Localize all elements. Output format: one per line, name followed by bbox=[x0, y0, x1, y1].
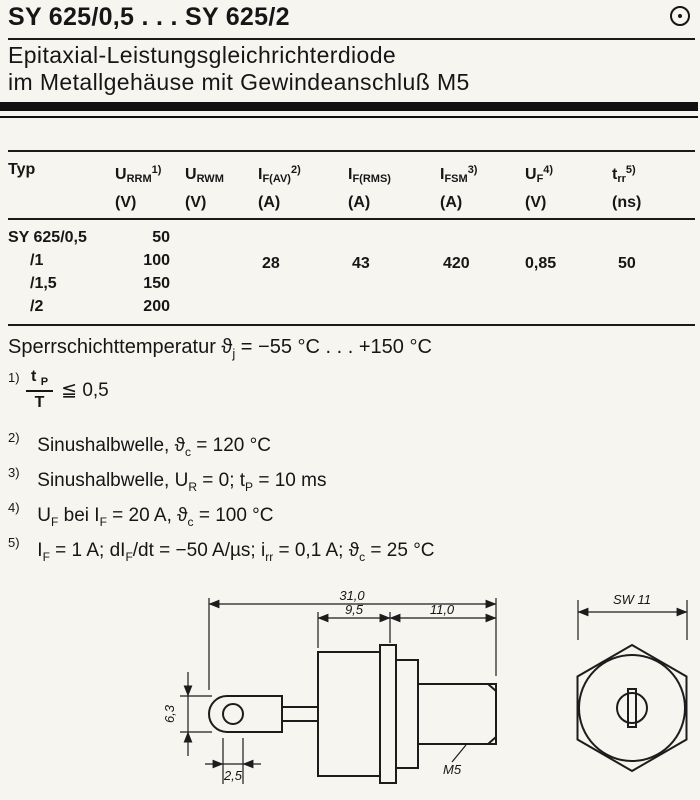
type-row-label: /1 bbox=[30, 252, 44, 269]
footnote-marker: 4) bbox=[8, 500, 20, 515]
col-symbol: $U_{RRM}^{1)}$ bbox=[115, 164, 162, 185]
col-header-typ bbox=[8, 160, 35, 180]
tab-hole bbox=[223, 704, 243, 724]
col-unit: (A) bbox=[348, 194, 371, 211]
footnote-text: Sinushalbwelle, $U_R = 0$; $t_P = 10$ ms bbox=[37, 470, 327, 494]
table-bottom-rule bbox=[8, 324, 695, 326]
type-column bbox=[8, 226, 87, 318]
thread-label: M5 bbox=[443, 762, 462, 777]
footnote-marker: 2) bbox=[8, 430, 20, 445]
col-header-uf bbox=[525, 160, 553, 213]
solder-tab bbox=[209, 696, 282, 732]
col-symbol: $I_{F(AV)}^{2)}$ bbox=[258, 164, 301, 185]
diode-body bbox=[318, 652, 380, 776]
hex-collar bbox=[396, 660, 418, 768]
dim-hole-label: 2,5 bbox=[223, 768, 243, 783]
title-underline bbox=[8, 38, 695, 40]
dot bbox=[678, 14, 682, 18]
page-title: SY 625/0,5 . . . SY 625/2 bbox=[8, 3, 290, 31]
subtitle-line-1: Epitaxial-Leistungsgleichrichterdiode bbox=[8, 42, 397, 68]
footnote-1 bbox=[8, 368, 109, 412]
type-row-label: /2 bbox=[30, 298, 44, 315]
footnote-3 bbox=[8, 465, 326, 494]
type-row-label: /1,5 bbox=[30, 275, 57, 292]
urrm-column bbox=[112, 226, 170, 318]
ifav-value: 28 bbox=[262, 255, 280, 272]
footnote-text: $U_F$ bei $I_F = 20$ A, $ϑ_c = 100$ °C bbox=[37, 505, 274, 529]
footnote-2 bbox=[8, 430, 271, 459]
package-drawing bbox=[0, 588, 700, 800]
dim-total-label: 31,0 bbox=[339, 588, 365, 603]
circled-dot-icon bbox=[670, 6, 690, 26]
page-subtitle bbox=[8, 42, 470, 96]
chamfer-line bbox=[488, 737, 496, 744]
wrench-size-label: SW 11 bbox=[612, 592, 652, 607]
thick-rule bbox=[0, 102, 698, 111]
table-top-rule bbox=[8, 150, 695, 152]
fraction-tp-over-t bbox=[26, 368, 53, 412]
dim-body-label: 9,5 bbox=[344, 602, 364, 617]
footnote-5 bbox=[8, 535, 435, 564]
stud-end-circle bbox=[617, 693, 647, 723]
col-header-urwm bbox=[185, 160, 224, 213]
dim-thread-label: 11,0 bbox=[429, 602, 455, 617]
col-header-ifav bbox=[258, 160, 301, 213]
col-unit: (A) bbox=[258, 194, 281, 211]
col-symbol: $U_F^{4)}$ bbox=[525, 164, 554, 185]
col-label: Typ bbox=[8, 161, 36, 178]
subtitle-line-2: im Metallgehäuse mit Gewindeanschluß M5 bbox=[8, 69, 470, 95]
dim-tab-height-label: 6,3 bbox=[162, 704, 177, 724]
footnote-marker: 1) bbox=[8, 370, 20, 385]
trr-value: 50 bbox=[618, 255, 636, 272]
urrm-value: 50 bbox=[152, 229, 170, 246]
flange bbox=[380, 645, 396, 783]
screw-slot bbox=[628, 689, 636, 727]
header-bottom-rule bbox=[8, 218, 695, 220]
footnote-text: $I_F = 1$ A; $dI_F/dt = -50$ A/µs; $i_{rr} = 0,1$ A; $ϑ_c = 25$ °C bbox=[37, 540, 435, 564]
uf-value: 0,85 bbox=[525, 255, 557, 272]
footnote-marker: 3) bbox=[8, 465, 20, 480]
col-symbol: $I_{F(RMS)}$ bbox=[348, 166, 391, 185]
col-symbol: $I_{FSM}^{3)}$ bbox=[440, 164, 478, 185]
type-row-label: SY 625/0,5 bbox=[8, 229, 87, 246]
thin-rule bbox=[0, 116, 698, 118]
thread-leader-line bbox=[452, 745, 466, 762]
fraction-numerator: t $_P$ bbox=[26, 368, 53, 392]
col-symbol: $U_{RWM}$ bbox=[185, 166, 224, 185]
urrm-value: 150 bbox=[143, 275, 170, 292]
col-unit: (V) bbox=[525, 194, 547, 211]
threaded-stud bbox=[418, 684, 496, 744]
col-symbol: $t_{rr}^{5)}$ bbox=[612, 164, 636, 185]
col-header-urrm bbox=[115, 160, 161, 213]
package-drawing-svg bbox=[0, 588, 700, 800]
col-header-trr bbox=[612, 160, 641, 213]
footnote-text: Sinushalbwelle, $ϑ_c = 120$ °C bbox=[37, 435, 271, 459]
junction-temperature-line: Sperrschichttemperatur $ϑ_j = -55$ °C . . . +150 °C bbox=[8, 336, 432, 361]
lead bbox=[282, 707, 318, 721]
hex-nut-outline bbox=[578, 645, 687, 771]
ifrms-value: 43 bbox=[352, 255, 370, 272]
body-circle bbox=[579, 655, 685, 761]
footnote-4 bbox=[8, 500, 274, 529]
fraction-denominator: T bbox=[34, 394, 45, 412]
col-header-ifsm bbox=[440, 160, 477, 213]
col-unit: (ns) bbox=[612, 194, 642, 211]
urrm-value: 100 bbox=[143, 252, 170, 269]
ifsm-value: 420 bbox=[443, 255, 470, 272]
col-unit: (V) bbox=[185, 194, 207, 211]
col-unit: (A) bbox=[440, 194, 463, 211]
urrm-value: 200 bbox=[143, 298, 170, 315]
chamfer-line bbox=[488, 684, 496, 691]
footnote-text: ≦ 0,5 bbox=[61, 379, 109, 401]
col-header-ifrms bbox=[348, 160, 391, 213]
col-unit: (V) bbox=[115, 194, 137, 211]
footnote-marker: 5) bbox=[8, 535, 20, 550]
